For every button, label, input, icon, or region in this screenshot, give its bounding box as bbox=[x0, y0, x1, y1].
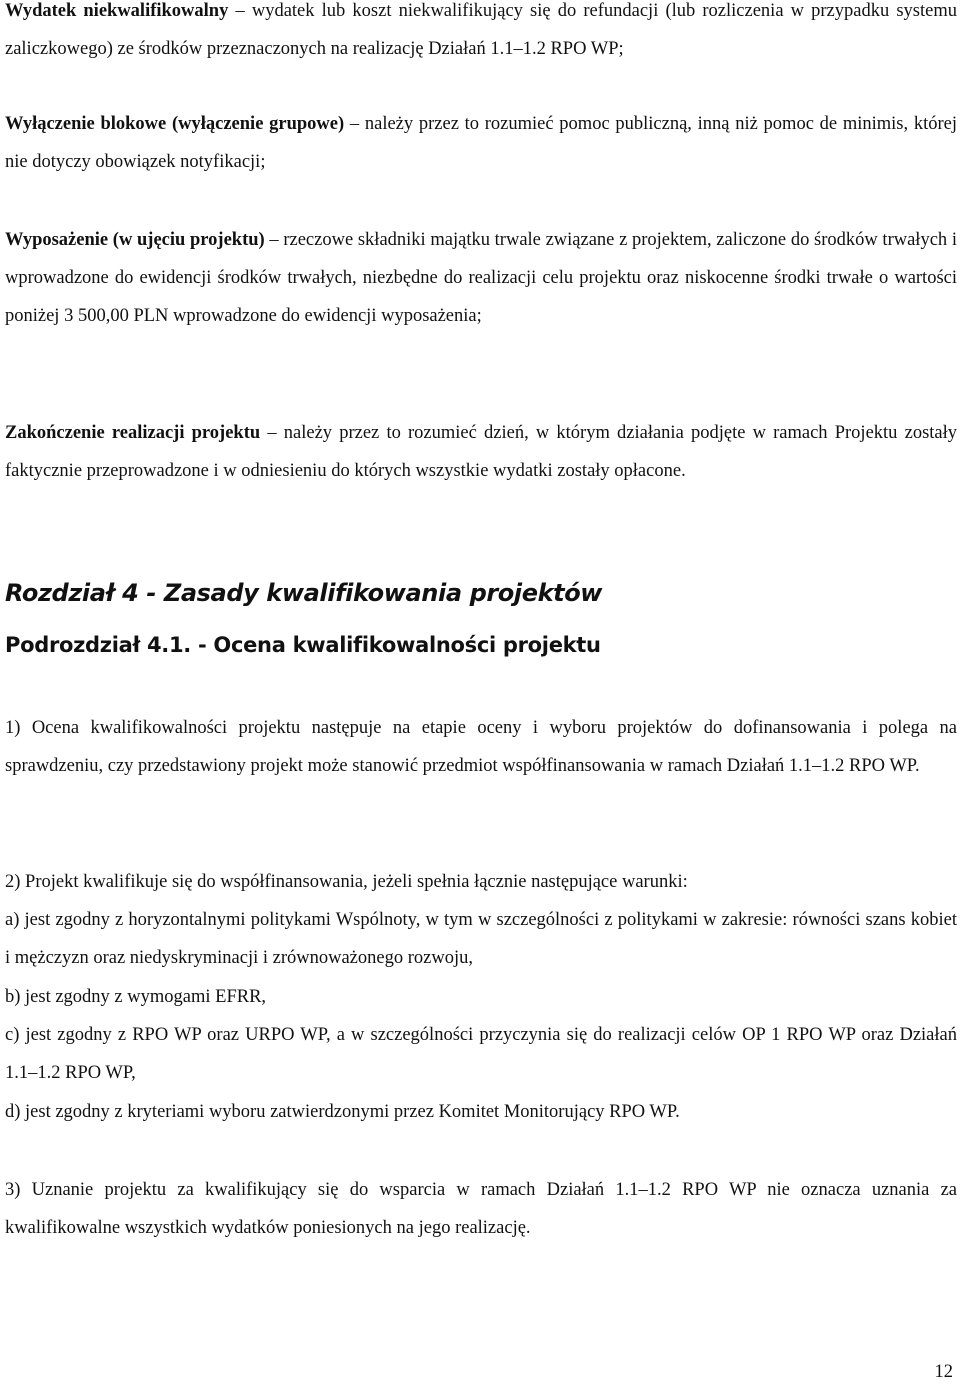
definition-wyposazenie bbox=[5, 221, 957, 335]
chapter-heading: Rozdział 4 - Zasady kwalifikowania projektów bbox=[5, 579, 603, 607]
paragraph-1: 1) Ocena kwalifikowalności projektu następuje na etapie oceny i wyboru projektów do dofinansowania i polega na sprawdzeniu, czy przedstawiony projekt może stanowić przedmiot współfinansowania w ramach Działań 1.1–1.2 RPO WP. bbox=[5, 718, 957, 776]
definition-text: – należy przez to rozumieć pomoc publiczną, inną niż pomoc de minimis, której nie dotyczy obowiązek notyfikacji; bbox=[5, 114, 957, 172]
page-number: 12 bbox=[934, 1362, 953, 1382]
paragraph-2-item-d: d) jest zgodny z kryteriami wyboru zatwierdzonymi przez Komitet Monitorujący RPO WP. bbox=[5, 1102, 680, 1122]
definition-term: Zakończenie realizacji projektu bbox=[5, 423, 261, 443]
paragraph-2-item-a: a) jest zgodny z horyzontalnymi politykami Wspólnoty, w tym w szczególności z politykami w zakresie: równości szans kobiet i mężczyzn oraz niedyskryminacji i zrównoważonego rozwoju, bbox=[5, 910, 957, 968]
paragraph-3: 3) Uznanie projektu za kwalifikujący się do wsparcia w ramach Działań 1.1–1.2 RPO WP nie oznacza uznania za kwalifikowalne wszystkich wydatków poniesionych na jego realizację. bbox=[5, 1180, 957, 1238]
definition-text: – rzeczowe składniki majątku trwale związane z projektem, zaliczone do środków trwałych i wprowadzone do ewidencji środków trwałych, niezbędne do realizacji celu projektu oraz niskocenne środki trwałe o wartości poniżej 3 500,00 PLN wprowadzone do ewidencji wyposażenia; bbox=[5, 230, 957, 326]
definition-wydatek-niekwalifikowalny bbox=[5, 0, 957, 68]
paragraph-2-item-c: c) jest zgodny z RPO WP oraz URPO WP, a w szczególności przyczynia się do realizacji celów OP 1 RPO WP oraz Działań 1.1–1.2 RPO WP, bbox=[5, 1025, 957, 1083]
definition-text: – wydatek lub koszt niekwalifikujący się do refundacji (lub rozliczenia w przypadku systemu zaliczkowego) ze środków przeznaczonych na realizację Działań 1.1–1.2 RPO WP; bbox=[5, 1, 957, 59]
definition-wylaczenie-blokowe bbox=[5, 105, 957, 181]
definition-term: Wydatek niekwalifikowalny bbox=[5, 1, 229, 21]
paragraph-2-intro: 2) Projekt kwalifikuje się do współfinansowania, jeżeli spełnia łącznie następujące warunki: bbox=[5, 872, 688, 892]
definition-text: – należy przez to rozumieć dzień, w którym działania podjęte w ramach Projektu zostały faktycznie przeprowadzone i w odniesieniu do których wszystkie wydatki zostały opłacone. bbox=[5, 423, 958, 481]
subchapter-heading: Podrozdział 4.1. - Ocena kwalifikowalności projektu bbox=[5, 633, 601, 657]
paragraph-2-item-b: b) jest zgodny z wymogami EFRR, bbox=[5, 987, 267, 1007]
definition-term: Wyłączenie blokowe (wyłączenie grupowe) bbox=[5, 114, 345, 134]
definition-zakonczenie-realizacji bbox=[5, 414, 957, 490]
definition-term: Wyposażenie (w ujęciu projektu) bbox=[5, 230, 265, 250]
